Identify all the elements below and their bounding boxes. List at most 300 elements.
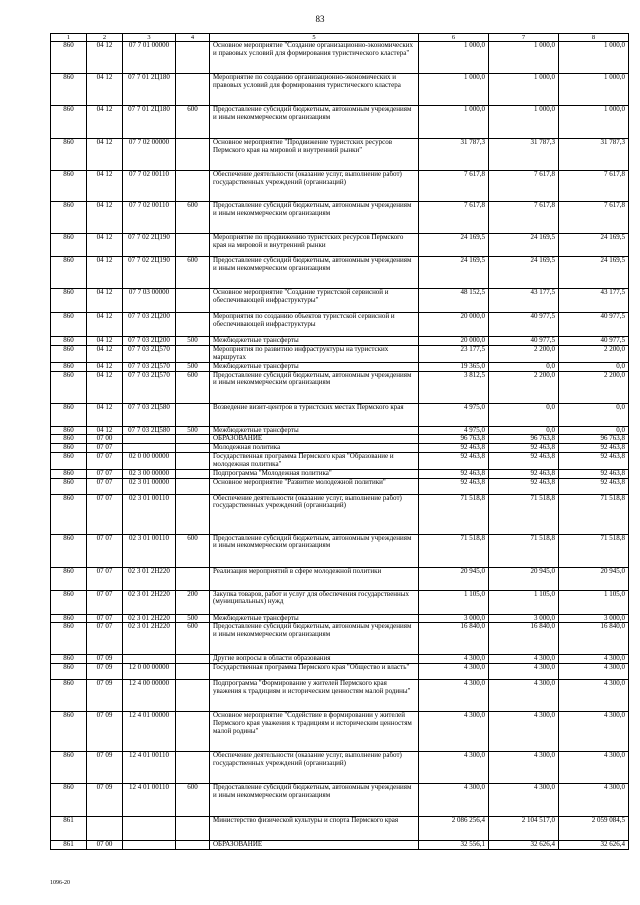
- cell-description: Министерство физической культуры и спорта Пермского края: [210, 817, 419, 841]
- cell-amount-col8: 7 617,8: [559, 202, 629, 234]
- cell-amount-col6: 4 300,0: [419, 664, 489, 680]
- cell-admin-code: 860: [51, 655, 87, 664]
- cell-amount-col8: 40 977,5: [559, 337, 629, 346]
- table-row: [51, 478, 629, 494]
- cell-amount-col6: 19 365,0: [419, 362, 489, 371]
- cell-amount-col8: 1 000,0: [559, 106, 629, 139]
- cell-target-article: 07 7 03 2Ц580: [123, 403, 176, 426]
- cell-amount-col7: 2 104 517,0: [489, 817, 559, 841]
- cell-amount-col7: 0,0: [489, 362, 559, 371]
- cell-expense-type: [176, 74, 210, 106]
- cell-section-code: 07 09: [87, 664, 123, 680]
- cell-expense-type: 600: [176, 257, 210, 289]
- cell-description: Молодежная политика: [210, 444, 419, 453]
- cell-amount-col8: 0,0: [559, 426, 629, 435]
- cell-admin-code: 860: [51, 664, 87, 680]
- cell-amount-col8: 0,0: [559, 403, 629, 426]
- table-row: [51, 346, 629, 363]
- cell-amount-col8: 92 463,8: [559, 444, 629, 453]
- table-row: [51, 841, 629, 850]
- cell-section-code: 04 12: [87, 403, 123, 426]
- cell-amount-col6: 20 000,0: [419, 313, 489, 337]
- table-row: [51, 784, 629, 817]
- cell-amount-col6: 96 763,8: [419, 435, 489, 444]
- cell-amount-col8: 24 169,5: [559, 234, 629, 257]
- cell-amount-col6: 1 000,0: [419, 42, 489, 74]
- cell-expense-type: 600: [176, 784, 210, 817]
- cell-target-article: 12 4 01 00110: [123, 752, 176, 784]
- cell-amount-col7: 40 977,5: [489, 313, 559, 337]
- cell-amount-col8: 92 463,8: [559, 478, 629, 494]
- cell-admin-code: 860: [51, 478, 87, 494]
- cell-admin-code: 860: [51, 784, 87, 817]
- cell-amount-col7: 92 463,8: [489, 469, 559, 478]
- table-row: [51, 469, 629, 478]
- cell-description: Мероприятие по продвижению туристских ресурсов Пермского края на мировой и внутренний рынки: [210, 234, 419, 257]
- table-row: [51, 752, 629, 784]
- cell-expense-type: [176, 234, 210, 257]
- budget-table: [50, 33, 629, 850]
- cell-section-code: 04 12: [87, 139, 123, 171]
- table-row: [51, 289, 629, 313]
- cell-target-article: 07 7 01 00000: [123, 42, 176, 74]
- cell-expense-type: [176, 346, 210, 363]
- cell-amount-col8: 4 300,0: [559, 680, 629, 712]
- cell-amount-col7: 1 105,0: [489, 590, 559, 614]
- cell-amount-col7: 1 000,0: [489, 74, 559, 106]
- cell-section-code: 04 12: [87, 426, 123, 435]
- cell-amount-col8: 3 000,0: [559, 614, 629, 623]
- cell-amount-col6: 92 463,8: [419, 444, 489, 453]
- cell-expense-type: 600: [176, 623, 210, 655]
- cell-target-article: [123, 435, 176, 444]
- cell-amount-col6: 4 300,0: [419, 752, 489, 784]
- cell-target-article: 02 3 01 00110: [123, 494, 176, 534]
- cell-admin-code: 860: [51, 752, 87, 784]
- footer-code: 1096-20: [50, 880, 70, 886]
- cell-amount-col7: 24 169,5: [489, 257, 559, 289]
- table-row: [51, 664, 629, 680]
- cell-amount-col7: 0,0: [489, 403, 559, 426]
- cell-expense-type: [176, 655, 210, 664]
- table-row: [51, 680, 629, 712]
- cell-section-code: 07 07: [87, 623, 123, 655]
- cell-amount-col6: 24 169,5: [419, 234, 489, 257]
- cell-expense-type: 500: [176, 337, 210, 346]
- cell-amount-col8: 2 200,0: [559, 346, 629, 363]
- cell-amount-col8: 4 300,0: [559, 712, 629, 752]
- cell-amount-col8: 92 463,8: [559, 453, 629, 470]
- cell-amount-col6: 3 812,5: [419, 371, 489, 403]
- cell-expense-type: [176, 712, 210, 752]
- cell-target-article: 07 7 03 2Ц200: [123, 337, 176, 346]
- cell-target-article: 12 4 01 00000: [123, 712, 176, 752]
- cell-expense-type: [176, 680, 210, 712]
- cell-description: Подпрограмма "Формирование у жителей Пермского края уважения к традициям и историческим ценностям малой родины": [210, 680, 419, 712]
- cell-admin-code: 860: [51, 171, 87, 202]
- cell-amount-col7: 1 000,0: [489, 42, 559, 74]
- cell-target-article: 07 7 03 2Ц580: [123, 426, 176, 435]
- cell-section-code: 04 12: [87, 289, 123, 313]
- cell-admin-code: 860: [51, 453, 87, 470]
- cell-amount-col8: 71 518,8: [559, 494, 629, 534]
- cell-section-code: 07 07: [87, 444, 123, 453]
- cell-amount-col7: 96 763,8: [489, 435, 559, 444]
- table-row: [51, 590, 629, 614]
- cell-description: Основное мероприятие "Развитие молодежной политики": [210, 478, 419, 494]
- cell-amount-col6: 20 000,0: [419, 337, 489, 346]
- cell-admin-code: 860: [51, 534, 87, 567]
- table-row: [51, 362, 629, 371]
- cell-target-article: 07 7 03 00000: [123, 289, 176, 313]
- cell-amount-col7: 40 977,5: [489, 337, 559, 346]
- cell-amount-col6: 20 945,0: [419, 567, 489, 590]
- cell-amount-col6: 7 617,8: [419, 171, 489, 202]
- table-row: [51, 817, 629, 841]
- cell-amount-col6: 23 177,5: [419, 346, 489, 363]
- cell-section-code: 04 12: [87, 74, 123, 106]
- table-row: [51, 371, 629, 403]
- cell-target-article: 02 3 01 2Н220: [123, 623, 176, 655]
- cell-amount-col7: 4 300,0: [489, 784, 559, 817]
- column-header: 5: [210, 34, 419, 42]
- cell-target-article: 07 7 03 2Ц570: [123, 362, 176, 371]
- cell-amount-col6: 92 463,8: [419, 453, 489, 470]
- cell-amount-col7: 7 617,8: [489, 171, 559, 202]
- cell-amount-col8: 16 840,0: [559, 623, 629, 655]
- cell-section-code: 04 12: [87, 337, 123, 346]
- cell-admin-code: 860: [51, 567, 87, 590]
- cell-description: Основное мероприятие "Создание туристской сервисной и обеспечивающей инфраструктуры": [210, 289, 419, 313]
- cell-target-article: 02 0 00 00000: [123, 453, 176, 470]
- cell-description: Предоставление субсидий бюджетным, автономным учреждениям и иным некоммерческим организациям: [210, 534, 419, 567]
- cell-description: Государственная программа Пермского края "Образование и молодежная политика": [210, 453, 419, 470]
- cell-expense-type: 600: [176, 106, 210, 139]
- cell-amount-col8: 92 463,8: [559, 469, 629, 478]
- cell-target-article: 02 3 01 2Н220: [123, 614, 176, 623]
- cell-admin-code: 860: [51, 234, 87, 257]
- column-header: 6: [419, 34, 489, 42]
- cell-expense-type: [176, 403, 210, 426]
- cell-description: Межбюджетные трансферты: [210, 426, 419, 435]
- cell-admin-code: 861: [51, 817, 87, 841]
- cell-section-code: 04 12: [87, 42, 123, 74]
- cell-admin-code: 860: [51, 435, 87, 444]
- cell-amount-col8: 1 000,0: [559, 42, 629, 74]
- cell-description: Государственная программа Пермского края "Общество и власть": [210, 664, 419, 680]
- cell-amount-col8: 1 000,0: [559, 74, 629, 106]
- cell-amount-col8: 7 617,8: [559, 171, 629, 202]
- cell-section-code: 07 09: [87, 752, 123, 784]
- cell-amount-col8: 96 763,8: [559, 435, 629, 444]
- cell-target-article: 02 3 01 00000: [123, 478, 176, 494]
- table-row: [51, 74, 629, 106]
- cell-expense-type: [176, 478, 210, 494]
- cell-section-code: 07 00: [87, 841, 123, 850]
- cell-amount-col6: 92 463,8: [419, 478, 489, 494]
- cell-amount-col8: 31 787,3: [559, 139, 629, 171]
- cell-description: Обеспечение деятельности (оказание услуг, выполнение работ) государственных учреждений (организаций): [210, 171, 419, 202]
- cell-description: Предоставление субсидий бюджетным, автономным учреждениям и иным некоммерческим организациям: [210, 106, 419, 139]
- cell-expense-type: [176, 664, 210, 680]
- cell-target-article: 07 7 01 2Ц180: [123, 106, 176, 139]
- cell-expense-type: 200: [176, 590, 210, 614]
- cell-admin-code: 860: [51, 313, 87, 337]
- cell-amount-col8: 32 626,4: [559, 841, 629, 850]
- cell-section-code: 04 12: [87, 257, 123, 289]
- cell-target-article: 07 7 02 2Ц190: [123, 234, 176, 257]
- cell-target-article: 02 3 01 2Н220: [123, 590, 176, 614]
- cell-section-code: 07 07: [87, 494, 123, 534]
- cell-description: Подпрограмма "Молодежная политика": [210, 469, 419, 478]
- cell-description: ОБРАЗОВАНИЕ: [210, 435, 419, 444]
- cell-description: Межбюджетные трансферты: [210, 337, 419, 346]
- cell-description: Основное мероприятие "Создание организационно-экономических и правовых условий для формирования туристического кластера": [210, 42, 419, 74]
- cell-section-code: 07 07: [87, 567, 123, 590]
- cell-admin-code: 860: [51, 42, 87, 74]
- table-row: [51, 257, 629, 289]
- table-row: [51, 712, 629, 752]
- cell-amount-col6: 4 300,0: [419, 712, 489, 752]
- table-row: [51, 623, 629, 655]
- cell-description: Межбюджетные трансферты: [210, 614, 419, 623]
- cell-expense-type: [176, 567, 210, 590]
- cell-amount-col8: 24 169,5: [559, 257, 629, 289]
- cell-description: Мероприятие по созданию организационно-экономических и правовых условий для формирования туристического кластера: [210, 74, 419, 106]
- cell-admin-code: 860: [51, 426, 87, 435]
- cell-amount-col8: 2 200,0: [559, 371, 629, 403]
- cell-amount-col6: 1 000,0: [419, 106, 489, 139]
- cell-expense-type: [176, 453, 210, 470]
- column-header: 1: [51, 34, 87, 42]
- cell-description: Обеспечение деятельности (оказание услуг, выполнение работ) государственных учреждений (организаций): [210, 494, 419, 534]
- cell-amount-col8: 4 300,0: [559, 752, 629, 784]
- cell-section-code: 04 12: [87, 362, 123, 371]
- cell-admin-code: 860: [51, 623, 87, 655]
- cell-description: Другие вопросы в области образования: [210, 655, 419, 664]
- cell-amount-col8: 71 518,8: [559, 534, 629, 567]
- cell-admin-code: 860: [51, 74, 87, 106]
- cell-amount-col6: 1 105,0: [419, 590, 489, 614]
- cell-amount-col8: 4 300,0: [559, 784, 629, 817]
- cell-description: Основное мероприятие "Продвижение туристских ресурсов Пермского края на мировой и внутренний рынки": [210, 139, 419, 171]
- cell-amount-col7: 32 626,4: [489, 841, 559, 850]
- cell-admin-code: 860: [51, 139, 87, 171]
- cell-amount-col7: 92 463,8: [489, 453, 559, 470]
- cell-section-code: 07 00: [87, 435, 123, 444]
- cell-target-article: 12 4 01 00110: [123, 784, 176, 817]
- table-row: [51, 313, 629, 337]
- cell-amount-col6: 3 000,0: [419, 614, 489, 623]
- cell-amount-col6: 71 518,8: [419, 494, 489, 534]
- cell-expense-type: 500: [176, 362, 210, 371]
- cell-expense-type: [176, 171, 210, 202]
- cell-section-code: 07 07: [87, 590, 123, 614]
- cell-admin-code: 860: [51, 614, 87, 623]
- cell-expense-type: 600: [176, 371, 210, 403]
- cell-section-code: 07 09: [87, 680, 123, 712]
- cell-admin-code: 860: [51, 469, 87, 478]
- column-header: 4: [176, 34, 210, 42]
- cell-description: Мероприятия по развитию инфраструктуры на туристских маршрутах: [210, 346, 419, 363]
- cell-section-code: 04 12: [87, 371, 123, 403]
- cell-amount-col7: 4 300,0: [489, 712, 559, 752]
- cell-section-code: 07 09: [87, 655, 123, 664]
- cell-admin-code: 860: [51, 106, 87, 139]
- cell-amount-col7: 20 945,0: [489, 567, 559, 590]
- cell-expense-type: [176, 469, 210, 478]
- table-row: [51, 139, 629, 171]
- cell-amount-col7: 3 000,0: [489, 614, 559, 623]
- cell-target-article: 02 3 01 00110: [123, 534, 176, 567]
- cell-section-code: 07 07: [87, 534, 123, 567]
- cell-target-article: 07 7 02 00110: [123, 202, 176, 234]
- cell-amount-col7: 92 463,8: [489, 444, 559, 453]
- cell-amount-col7: 31 787,3: [489, 139, 559, 171]
- cell-admin-code: 860: [51, 680, 87, 712]
- table-row: [51, 337, 629, 346]
- cell-amount-col7: 4 300,0: [489, 752, 559, 784]
- cell-amount-col8: 1 105,0: [559, 590, 629, 614]
- cell-amount-col6: 4 975,0: [419, 426, 489, 435]
- cell-amount-col7: 71 518,8: [489, 534, 559, 567]
- cell-amount-col6: 4 300,0: [419, 655, 489, 664]
- column-header: 8: [559, 34, 629, 42]
- cell-expense-type: [176, 42, 210, 74]
- table-row: [51, 614, 629, 623]
- table-row: [51, 494, 629, 534]
- cell-amount-col8: 40 977,5: [559, 313, 629, 337]
- cell-admin-code: 860: [51, 444, 87, 453]
- cell-target-article: 12 0 00 00000: [123, 664, 176, 680]
- table-row: [51, 106, 629, 139]
- cell-admin-code: 860: [51, 371, 87, 403]
- cell-description: Реализация мероприятий в сфере молодежной политики: [210, 567, 419, 590]
- cell-section-code: 04 12: [87, 106, 123, 139]
- cell-description: Обеспечение деятельности (оказание услуг, выполнение работ) государственных учреждений (организаций): [210, 752, 419, 784]
- cell-amount-col6: 4 300,0: [419, 680, 489, 712]
- cell-amount-col6: 2 086 256,4: [419, 817, 489, 841]
- cell-expense-type: [176, 289, 210, 313]
- cell-amount-col7: 71 518,8: [489, 494, 559, 534]
- cell-admin-code: 860: [51, 712, 87, 752]
- cell-expense-type: 500: [176, 614, 210, 623]
- cell-expense-type: 600: [176, 202, 210, 234]
- table-row: [51, 435, 629, 444]
- cell-amount-col7: 1 000,0: [489, 106, 559, 139]
- cell-amount-col6: 31 787,3: [419, 139, 489, 171]
- cell-admin-code: 861: [51, 841, 87, 850]
- cell-target-article: 07 7 01 2Ц180: [123, 74, 176, 106]
- cell-amount-col7: 4 300,0: [489, 655, 559, 664]
- cell-amount-col6: 48 152,5: [419, 289, 489, 313]
- cell-description: Предоставление субсидий бюджетным, автономным учреждениям и иным некоммерческим организациям: [210, 202, 419, 234]
- cell-expense-type: [176, 444, 210, 453]
- table-row: [51, 202, 629, 234]
- cell-target-article: [123, 444, 176, 453]
- table-row: [51, 567, 629, 590]
- cell-admin-code: 860: [51, 337, 87, 346]
- cell-section-code: 07 07: [87, 478, 123, 494]
- cell-description: Предоставление субсидий бюджетным, автономным учреждениям и иным некоммерческим организациям: [210, 371, 419, 403]
- cell-description: Предоставление субсидий бюджетным, автономным учреждениям и иным некоммерческим организациям: [210, 784, 419, 817]
- column-header: 2: [87, 34, 123, 42]
- table-row: [51, 171, 629, 202]
- cell-amount-col7: 2 200,0: [489, 346, 559, 363]
- cell-expense-type: [176, 841, 210, 850]
- cell-section-code: 04 12: [87, 234, 123, 257]
- cell-target-article: 02 3 01 2Н220: [123, 567, 176, 590]
- cell-amount-col7: 2 200,0: [489, 371, 559, 403]
- table-row: [51, 234, 629, 257]
- column-header: 3: [123, 34, 176, 42]
- cell-target-article: [123, 841, 176, 850]
- cell-target-article: 07 7 03 2Ц570: [123, 371, 176, 403]
- cell-amount-col7: 43 177,5: [489, 289, 559, 313]
- cell-section-code: 07 09: [87, 712, 123, 752]
- table-row: [51, 403, 629, 426]
- cell-expense-type: 500: [176, 426, 210, 435]
- cell-target-article: 07 7 03 2Ц570: [123, 346, 176, 363]
- cell-section-code: 04 12: [87, 171, 123, 202]
- cell-section-code: [87, 817, 123, 841]
- cell-target-article: [123, 817, 176, 841]
- cell-amount-col6: 32 556,1: [419, 841, 489, 850]
- cell-amount-col8: 43 177,5: [559, 289, 629, 313]
- cell-description: Возведение визит-центров в туристских местах Пермского края: [210, 403, 419, 426]
- cell-target-article: 07 7 02 2Ц190: [123, 257, 176, 289]
- cell-description: Закупка товаров, работ и услуг для обеспечения государственных (муниципальных) нужд: [210, 590, 419, 614]
- cell-section-code: 04 12: [87, 202, 123, 234]
- cell-target-article: [123, 655, 176, 664]
- cell-amount-col7: 7 617,8: [489, 202, 559, 234]
- header-row: [51, 34, 629, 42]
- cell-description: Мероприятия по созданию объектов туристской сервисной и обеспечивающей инфраструктуры: [210, 313, 419, 337]
- cell-expense-type: [176, 313, 210, 337]
- table-row: [51, 534, 629, 567]
- cell-description: Предоставление субсидий бюджетным, автономным учреждениям и иным некоммерческим организациям: [210, 257, 419, 289]
- table-row: [51, 42, 629, 74]
- cell-expense-type: [176, 435, 210, 444]
- cell-amount-col6: 7 617,8: [419, 202, 489, 234]
- table-body: [51, 42, 629, 850]
- cell-admin-code: 860: [51, 289, 87, 313]
- cell-admin-code: 860: [51, 494, 87, 534]
- cell-amount-col7: 16 840,0: [489, 623, 559, 655]
- cell-amount-col7: 0,0: [489, 426, 559, 435]
- cell-expense-type: 600: [176, 534, 210, 567]
- cell-target-article: 07 7 02 00000: [123, 139, 176, 171]
- cell-expense-type: [176, 494, 210, 534]
- cell-amount-col7: 24 169,5: [489, 234, 559, 257]
- cell-amount-col6: 24 169,5: [419, 257, 489, 289]
- cell-amount-col6: 92 463,8: [419, 469, 489, 478]
- cell-amount-col7: 4 300,0: [489, 664, 559, 680]
- cell-section-code: 07 09: [87, 784, 123, 817]
- cell-admin-code: 860: [51, 346, 87, 363]
- cell-description: ОБРАЗОВАНИЕ: [210, 841, 419, 850]
- cell-amount-col6: 4 975,0: [419, 403, 489, 426]
- cell-amount-col7: 92 463,8: [489, 478, 559, 494]
- cell-section-code: 07 07: [87, 469, 123, 478]
- cell-admin-code: 860: [51, 202, 87, 234]
- cell-amount-col8: 2 059 084,5: [559, 817, 629, 841]
- cell-amount-col8: 0,0: [559, 362, 629, 371]
- cell-admin-code: 860: [51, 590, 87, 614]
- cell-target-article: 07 7 02 00110: [123, 171, 176, 202]
- cell-expense-type: [176, 752, 210, 784]
- table-row: [51, 655, 629, 664]
